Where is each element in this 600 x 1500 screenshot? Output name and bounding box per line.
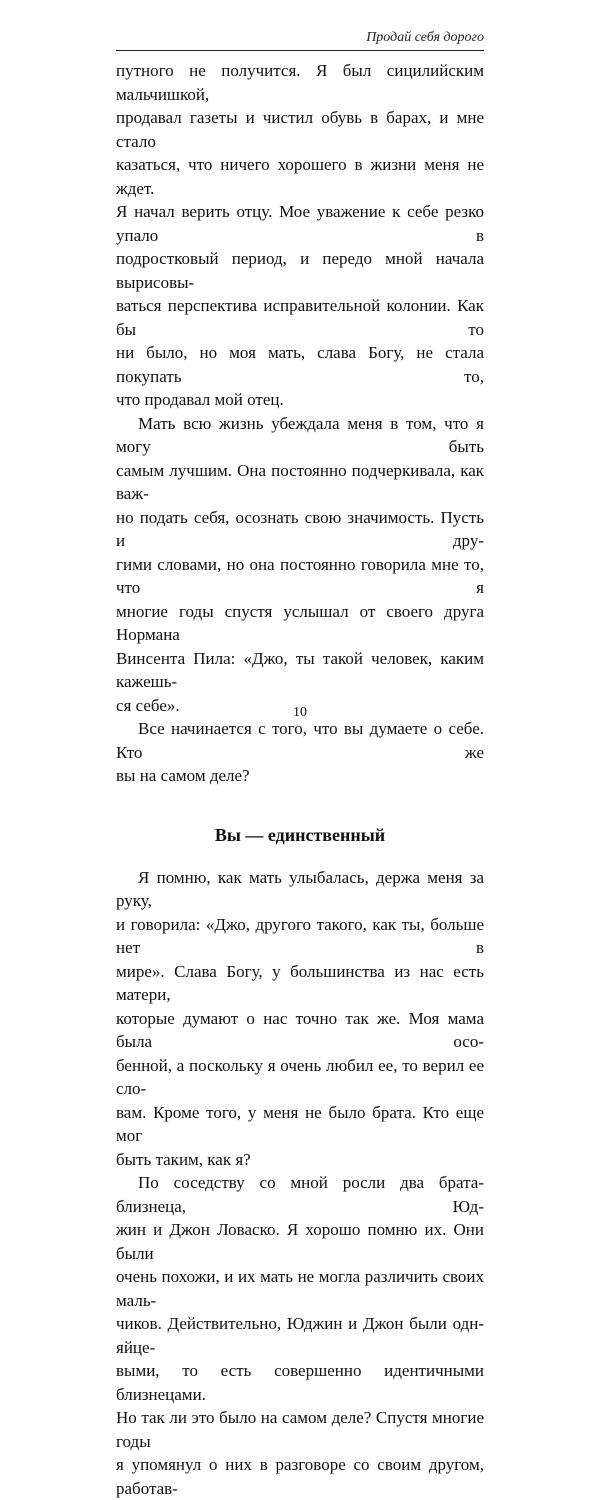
- text-line: Но так ли это было на самом деле? Спустя многие годы: [116, 1408, 484, 1451]
- text-line: продавал газеты и чистил обувь в барах, и мне стало: [116, 108, 484, 151]
- page-number: 10: [293, 705, 307, 720]
- text-line: гими словами, но она постоянно говорила мне то, что я: [116, 554, 484, 597]
- text-line: Я начал верить отцу. Мое уважение к себе резко упало в: [116, 202, 484, 245]
- text-line: очень похожи, и их мать не могла различить своих маль-: [116, 1267, 484, 1310]
- running-title: Продай себя дорого: [366, 30, 484, 45]
- text-line: бенной, а поскольку я очень любил ее, то верил ее сло-: [116, 1055, 484, 1098]
- text-line: ся себе».: [116, 695, 180, 715]
- text-line: но подать себя, осознать свою значимость. Пусть и дру-: [116, 507, 484, 550]
- text-line: многие годы спустя услышал от своего друга Нормана: [116, 601, 484, 644]
- text-line: которые думают о нас точно так же. Моя мама была осо-: [116, 1008, 484, 1051]
- text-line: и говорила: «Джо, другого такого, как ты, больше нет в: [116, 914, 484, 957]
- text-line: чиков. Действительно, Юджин и Джон были одняйце-: [116, 1314, 484, 1357]
- text-line: жин и Джон Ловаско. Я хорошо помню их. Они были: [116, 1220, 484, 1263]
- text-line: По соседству со мной росли два брата-близнеца, Юд-: [116, 1173, 484, 1216]
- text-line: Все начинается с того, что вы думаете о себе. Кто же: [116, 719, 484, 762]
- text-line: мире». Слава Богу, у большинства из нас есть матери,: [116, 961, 484, 1004]
- text-line: ваться перспектива исправительной колонии. Как бы то: [116, 296, 484, 339]
- text-line: быть таким, как я?: [116, 1149, 251, 1169]
- text-line: самым лучшим. Она постоянно подчеркивала, как важ-: [116, 460, 484, 503]
- text-line: Винсента Пила: «Джо, ты такой человек, каким кажешь-: [116, 648, 484, 691]
- text-line: выми, то есть совершенно идентичными близнецами.: [116, 1361, 484, 1404]
- header-rule: [116, 50, 484, 51]
- text-line: что продавал мой отец.: [116, 390, 284, 409]
- text-line: Мать всю жизнь убеждала меня в том, что я могу быть: [116, 413, 484, 456]
- section-heading: Вы — единственный: [214, 824, 386, 845]
- text-line: Я помню, как мать улыбалась, держа меня за руку,: [116, 867, 484, 910]
- text-line: казаться, что ничего хорошего в жизни меня не ждет.: [116, 155, 484, 198]
- text-line: вы на самом деле?: [116, 766, 250, 785]
- text-line: подростковый период, и передо мной начала вырисовы-: [116, 249, 484, 292]
- text-line: путного не получится. Я был сицилийским мальчишкой,: [116, 61, 484, 104]
- page-body: [116, 59, 484, 1500]
- text-line: ни было, но моя мать, слава Богу, не стала покупать то,: [116, 343, 484, 386]
- text-line: я упомянул о них в разговоре со своим другом, работав-: [116, 1455, 484, 1498]
- text-line: вам. Кроме того, у меня не было брата. Кто еще мог: [116, 1102, 484, 1145]
